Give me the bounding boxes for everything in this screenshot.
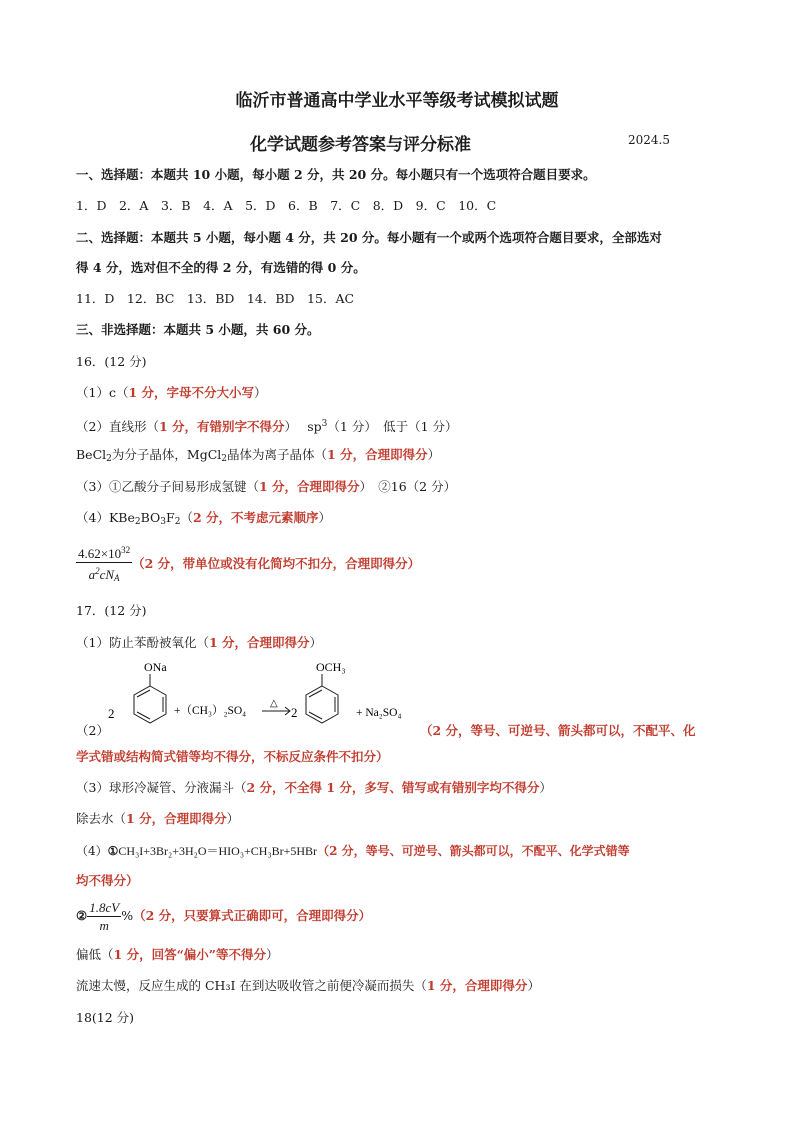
q17-part7: 流速太慢，反应生成的 CH₃I 在到达吸收管之前便冷凝而损失（1 分，合理即得分） (76, 978, 540, 993)
scoring-note: 1 分，回答“偏小”等不得分 (113, 947, 266, 962)
chemical-equation: CH₃I+3Br₂+3H₂O＝HIO₃+CH₃Br+5HBr (118, 844, 318, 858)
scoring-note: 1 分，合理即得分 (426, 978, 528, 993)
q16-density-formula (76, 542, 420, 587)
substituent-label: OCH₃ (316, 660, 346, 674)
section1-answers: 1．D 2．A 3．B 4．A 5．D 6．B 7．C 8．D 9．C 10．C (76, 198, 497, 213)
q16-title: 16．(12 分) (76, 354, 147, 369)
q17-part1: （1）防止苯酚被氧化（1 分，合理即得分） (76, 635, 323, 650)
q17-part6: 偏低（1 分，回答“偏小”等不得分） (76, 947, 279, 962)
section3-heading: 三、非选择题：本题共 5 小题，共 60 分。 (76, 322, 320, 337)
q17-part3-b: 除去水（1 分，合理即得分） (76, 811, 240, 826)
scoring-note: 学式错或结构简式错等均不得分，不标反应条件不扣分） (76, 749, 389, 764)
section2-answers: 11．D 12．BC 13．BD 14．BD 15．AC (76, 291, 355, 306)
fraction: $\frac{4.62\times 10^{32}}{a^2cN_A}$ (76, 542, 132, 587)
q16-part2-explanation: BeCl$_2$为分子晶体，MgCl$_2$晶体为离子晶体（1 分，合理即得分） (76, 447, 441, 464)
q16-part2: （2）直线形（1 分，有错别字不得分） $sp^3(1$ 分） 低于（1 分） (76, 419, 458, 434)
scoring-note: 1 分，合理即得分 (258, 479, 360, 494)
q17-part2-note-line1 (420, 722, 696, 740)
section2-heading-line1: 二、选择题：本题共 5 小题，每小题 4 分，共 20 分。每小题有一个或两个选项符合题目要求，全部选对 (76, 230, 662, 245)
exam-date: 2024.5 (628, 133, 670, 147)
q17-part5-formula: ② $\frac{1.8cV}{m}$ %（2 分，只要算式正确即可，合理即得分） (76, 900, 372, 933)
scoring-note: 1 分，字母不分大小写 (128, 385, 255, 400)
scoring-note: （2 分，等号、可逆号、箭头都可以，不配平、化学式错等 (317, 844, 630, 858)
q16-part3: （3）①乙酸分子间易形成氢键（1 分，合理即得分） ②16（2 分） (76, 479, 457, 494)
scoring-note: （2 分，带单位或没有化简均不扣分，合理即得分） (132, 556, 421, 571)
reagent: +（CH₃）₂SO₄ (174, 705, 247, 717)
scoring-note: 1 分，合理即得分 (327, 447, 428, 462)
coefficient: 2 (291, 705, 298, 720)
scoring-note: 1 分，合理即得分 (126, 811, 227, 826)
scoring-note: （2 分，等号、可逆号、箭头都可以，不配平、化 (420, 723, 696, 738)
heat-condition: △ (270, 698, 278, 709)
scoring-note: 1 分，合理即得分 (208, 635, 310, 650)
q17-part4: （4）①CH₃I+3Br₂+3H₂O＝HIO₃+CH₃Br+5HBr（2 分，等号、可逆号、箭头都可以，不配平、化学式错等 (76, 844, 630, 858)
reaction-svg (76, 656, 436, 748)
scoring-note: （2 分，只要算式正确即可，合理即得分） (133, 908, 372, 923)
q17-part2-note-line2 (76, 748, 389, 766)
section2-heading-line2: 得 4 分，选对但不全的得 2 分，有选错的得 0 分。 (76, 260, 366, 275)
benzene-ring-icon (134, 686, 166, 723)
page-title: 临沂市普通高中学业水平等级考试模拟试题 (235, 91, 559, 111)
q17-part2: （2） (76, 723, 109, 738)
product: + Na₂SO₄ (356, 707, 402, 719)
scoring-note: 均不得分） (76, 873, 139, 888)
q17-part3: （3）球形冷凝管、分液漏斗（2 分，不全得 1 分，多写、错写或有错别字均不得分） (76, 780, 552, 795)
scoring-note: 2 分，不考虑元素顺序 (192, 510, 319, 525)
fraction: $\frac{1.8cV}{m}$ (89, 900, 120, 933)
scoring-note: 1 分，有错别字不得分 (158, 419, 285, 434)
q17-title: 17．(12 分) (76, 603, 147, 618)
q17-part4-note-line2 (76, 872, 139, 890)
scoring-note: 2 分，不全得 1 分，多写、错写或有错别字均不得分 (246, 780, 540, 795)
coefficient: 2 (108, 706, 115, 721)
q16-part1: （1）c（1 分，字母不分大小写） (76, 385, 267, 400)
reaction-scheme (76, 656, 436, 748)
section1-heading: 一、选择题：本题共 10 小题，每小题 2 分，共 20 分。每小题只有一个选项符合题目要求。 (76, 167, 596, 182)
benzene-ring-icon (306, 686, 338, 723)
page-subtitle: 化学试题参考答案与评分标准 (250, 135, 471, 155)
q18-title: 18(12 分) (76, 1010, 135, 1025)
substituent-label: ONa (144, 660, 167, 674)
q16-part4: $(4)KBe_2BO_3F_2(2$ 分，不考虑元素顺序） (76, 510, 332, 527)
